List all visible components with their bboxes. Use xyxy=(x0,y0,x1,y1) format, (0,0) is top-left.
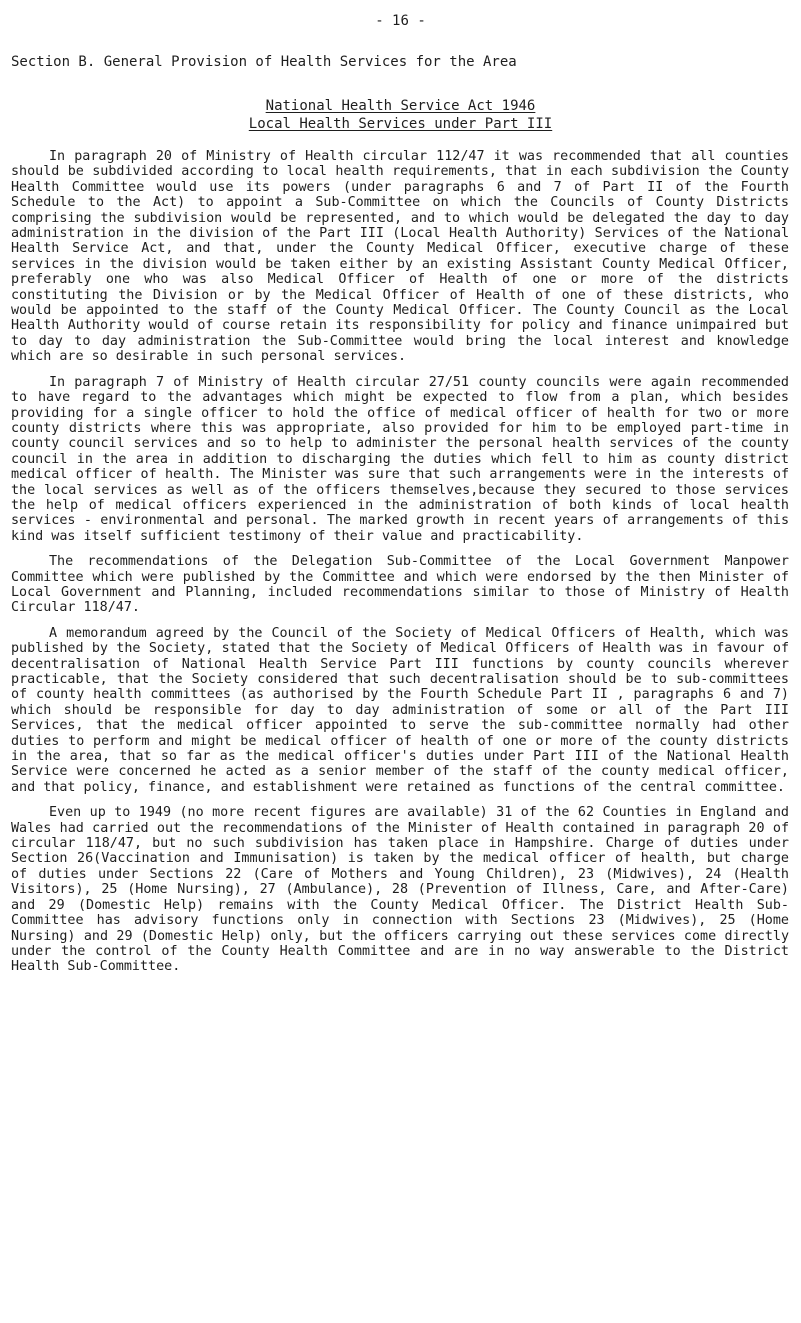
section-heading: Section B. General Provision of Health Services for the Area xyxy=(11,54,517,70)
subheading-text: Local Health Services under Part III xyxy=(248,116,553,132)
paragraph-delegation-sub-committee: The recommendations of the Delegation Sub-Committee of the Local Government Manpower Committee which were published by the Committee and which were endorsed by the then Minister of Local Government and Planning, included recommendations similar to those of Ministry of Health Circular 118/47. xyxy=(11,554,789,616)
subheading xyxy=(0,117,801,132)
act-title-text: National Health Service Act 1946 xyxy=(265,98,536,114)
page-number: - 16 - xyxy=(375,13,426,29)
paragraph-circular-27-51: In paragraph 7 of Ministry of Health circular 27/51 county councils were again recommended to have regard to the advantages which might be expected to flow from a plan, which besides providing for a single officer to hold the office of medical officer of health for two or more county districts where this was appropriate, also provided for him to be employed part-time in county council services and so to help to administer the personal health services of the county council in the area in addition to discharging the duties which fell to him as county district medical officer of health. The Minister was sure that such arrangements were in the interests of the local services as well as of the officers themselves,because they secured to those services the help of medical officers experienced in the administration of both kinds of local health services - environmental and personal. The marked growth in recent years of arrangements of this kind was itself sufficient testimony of their value and practicability. xyxy=(11,374,789,544)
paragraph-hampshire-position: Even up to 1949 (no more recent figures are available) 31 of the 62 Counties in England and Wales had carried out the recommendations of the Minister of Health contained in paragraph 20 of circular 118/47, but no such subdivision has taken place in Hampshire. Charge of duties under Section 26(Vaccination and Immunisation) is taken by the medical officer of health, but charge of duties under Sections 22 (Care of Mothers and Young Children), 23 (Midwives), 24 (Health Visitors), 25 (Home Nursing), 27 (Ambulance), 28 (Prevention of Illness, Care, and After-Care) and 29 (Domestic Help) remains with the County Medical Officer. The District Health Sub-Committee has advisory functions only in connection with Sections 23 (Midwives), 25 (Home Nursing) and 29 (Domestic Help) only, but the officers carrying out these services come directly under the control of the County Health Committee and are in no way answerable to the District Health Sub-Committee. xyxy=(11,805,789,975)
paragraph-circular-112-47: In paragraph 20 of Ministry of Health circular 112/47 it was recommended that all counties should be subdivided according to local health requirements, that in each subdivision the County Health Committee would use its powers (under paragraphs 6 and 7 of Part II of the Fourth Schedule to the Act) to appoint a Sub-Committee on which the Councils of County Districts comprising the subdivision would be represented, and to which would be delegated the day to day administration in the division of the Part III (Local Health Authority) Services of the National Health Service Act, and that, under the County Medical Officer, executive charge of these services in the division would be taken either by an existing Assistant County Medical Officer, preferably one who was also Medical Officer of Health of one or more of the districts constituting the Division or by the Medical Officer of Health of one of these districts, who would be appointed to the staff of the County Medical Officer. The County Council as the Local Health Authority would of course retain its responsibility for policy and finance unimpaired but to day to day administration the Sub-Committee would bring the local interest and knowledge which are so desirable in such personal services. xyxy=(11,149,789,365)
paragraph-society-memorandum: A memorandum agreed by the Council of the Society of Medical Officers of Health, which was published by the Society, stated that the Society of Medical Officers of Health was in favour of decentralisation of National Health Service Part III functions by county councils wherever practicable, that the Society considered that such decentralisation should be to sub-committees of county health committees (as authorised by the Fourth Schedule Part II , paragraphs 6 and 7) which should be responsible for day to day administration of some or all of the Part III Services, that the medical officer appointed to serve the sub-committee normally had other duties to perform and might be medical officer of health of one or more of the county districts in the area, that so far as the medical officer's duties under Part III of the National Health Service were concerned he acted as a senior member of the staff of the county medical officer, and that policy, finance, and establishment were retained as functions of the central committee. xyxy=(11,625,789,795)
body-text xyxy=(11,149,789,985)
act-title xyxy=(0,99,801,114)
